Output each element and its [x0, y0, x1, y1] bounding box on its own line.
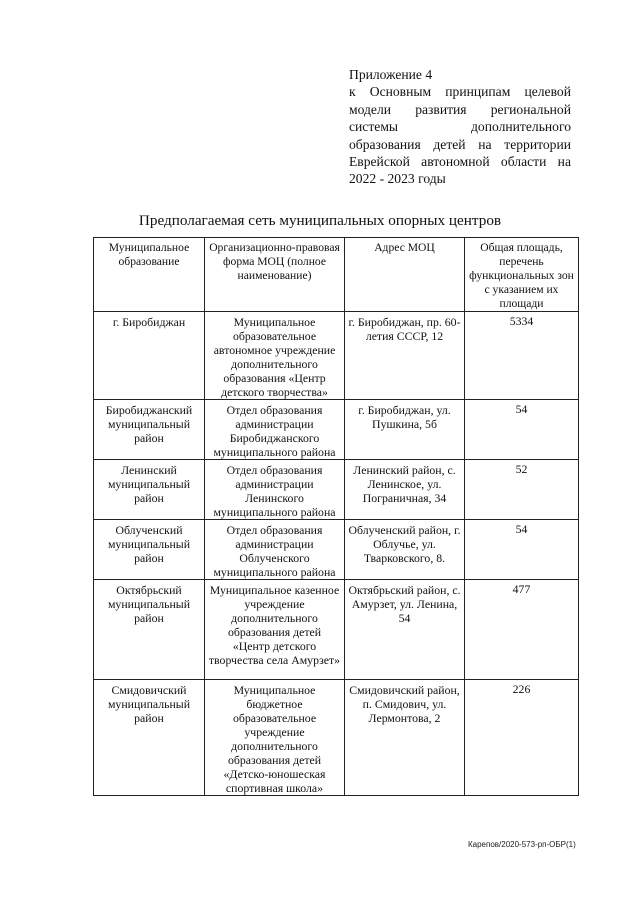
cell-municipality: Октябрьский муниципальный район	[94, 580, 205, 680]
cell-org: Муниципальное образовательное автономное учреждение дополнительного образования «Центр детского творчества»	[205, 312, 345, 400]
cell-org: Отдел образования администрации Биробиджанского муниципального района	[205, 400, 345, 460]
header-address: Адрес МОЦ	[345, 238, 465, 312]
document-title: Предполагаемая сеть муниципальных опорных центров	[138, 212, 502, 229]
cell-address: Облученский район, г. Облучье, ул. Тварковского, 8.	[345, 520, 465, 580]
cell-address: Октябрьский район, с. Амурзет, ул. Ленина, 54	[345, 580, 465, 680]
table-row	[94, 680, 579, 796]
cell-area: 54	[465, 400, 579, 460]
cell-org: Отдел образования администрации Облученского муниципального района	[205, 520, 345, 580]
cell-org: Муниципальное бюджетное образовательное учреждение дополнительного образования детей «Детско-юношеская спортивная школа»	[205, 680, 345, 796]
cell-address: г. Биробиджан, пр. 60-летия СССР, 12	[345, 312, 465, 400]
cell-address: Смидовичский район, п. Смидович, ул. Лермонтова, 2	[345, 680, 465, 796]
cell-org: Муниципальное казенное учреждение дополнительного образования детей «Центр детского творчества села Амурзет»	[205, 580, 345, 680]
cell-area: 5334	[465, 312, 579, 400]
cell-org: Отдел образования администрации Ленинского муниципального района	[205, 460, 345, 520]
table-row	[94, 400, 579, 460]
table-header-row	[94, 238, 579, 312]
table-row	[94, 460, 579, 520]
centers-table	[93, 237, 579, 796]
document-footer-code: Карепов/2020-573-рп-ОБР(1)	[468, 840, 576, 849]
table-row	[94, 520, 579, 580]
cell-area: 226	[465, 680, 579, 796]
cell-area: 52	[465, 460, 579, 520]
cell-municipality: Смидовичский муниципальный район	[94, 680, 205, 796]
header-area: Общая площадь, перечень функциональных зон с указанием их площади	[465, 238, 579, 312]
cell-area: 477	[465, 580, 579, 680]
cell-area: 54	[465, 520, 579, 580]
cell-municipality: Биробиджанский муниципальный район	[94, 400, 205, 460]
appendix-text-line: образования детей на территории	[349, 136, 571, 152]
header-municipality: Муниципальное образование	[94, 238, 205, 312]
appendix-text-line: модели развития региональной	[349, 101, 571, 117]
appendix-note	[349, 66, 571, 188]
header-org-form: Организационно-правовая форма МОЦ (полное наименование)	[205, 238, 345, 312]
appendix-text-line: Еврейской автономной области на	[349, 154, 571, 170]
cell-municipality: г. Биробиджан	[94, 312, 205, 400]
cell-municipality: Ленинский муниципальный район	[94, 460, 205, 520]
appendix-text-line: к Основным принципам целевой	[349, 84, 571, 100]
table-row	[94, 580, 579, 680]
appendix-text-line: системы дополнительного	[349, 119, 571, 135]
cell-address: Ленинский район, с. Ленинское, ул. Пограничная, 34	[345, 460, 465, 520]
table-row	[94, 312, 579, 400]
appendix-text-line: 2022 - 2023 годы	[349, 171, 446, 187]
appendix-number: Приложение 4	[349, 67, 433, 82]
cell-address: г. Биробиджан, ул. Пушкина, 5б	[345, 400, 465, 460]
cell-municipality: Облученский муниципальный район	[94, 520, 205, 580]
